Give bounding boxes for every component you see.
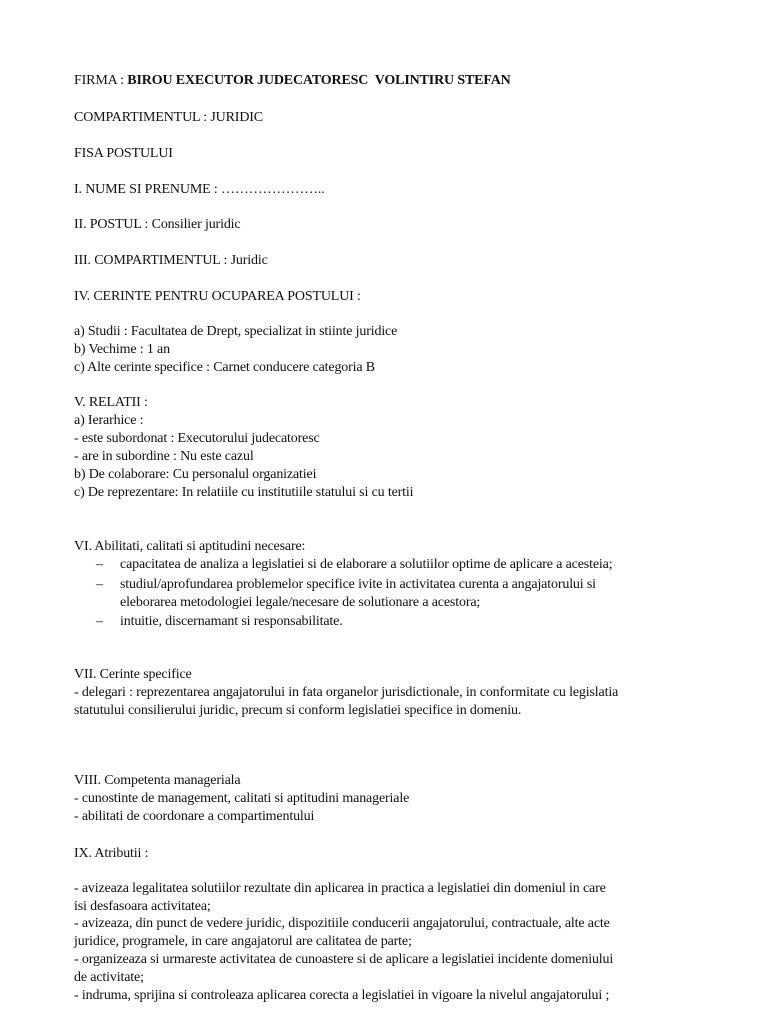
bullet-dash: –: [96, 614, 103, 629]
cerinte-specifice-line: - delegari : reprezentarea angajatorului in fata organelor jurisdictionale, in conformitate cu legislatia: [74, 685, 619, 700]
firma-line: [74, 72, 511, 90]
section-relatii-title: V. RELATII :: [74, 395, 148, 410]
atributii-line: - organizeaza si urmareste activitatea de cunoastere si de aplicare a legislatiei incidente domeniului: [74, 952, 614, 967]
section-atributii-title: IX. Atributii :: [74, 846, 149, 861]
atributii-line: juridice, programele, in care angajatorul are calitatea de parte;: [74, 934, 412, 949]
cerinte-vechime: b) Vechime : 1 an: [74, 342, 170, 357]
firma-name: BIROU EXECUTOR JUDECATORESC VOLINTIRU STEFAN: [127, 73, 511, 88]
relatii-ierarhice: a) Ierarhice :: [74, 413, 144, 428]
relatii-reprezentare: c) De reprezentare: In relatiile cu institutiile statului si cu tertii: [74, 485, 414, 500]
cerinte-studii: a) Studii : Facultatea de Drept, specializat in stiinte juridice: [74, 324, 398, 339]
compartiment-header: COMPARTIMENTUL : JURIDIC: [74, 110, 263, 125]
abilitati-item: intuitie, discernamant si responsabilitate.: [120, 614, 343, 629]
relatii-subordonat: - este subordonat : Executorului judecatoresc: [74, 431, 320, 446]
atributii-line: - avizeaza, din punct de vedere juridic, dispozitiile conducerii angajatorului, contractuale, alte acte: [74, 916, 610, 931]
cerinte-specifice-line: statutului consilierului juridic, precum si conform legislatiei specifice in domeniu.: [74, 703, 522, 718]
section-compartimentul: III. COMPARTIMENTUL : Juridic: [74, 253, 268, 268]
section-nume-prenume: I. NUME SI PRENUME : …………………..: [74, 182, 325, 197]
atributii-line: - indruma, sprijina si controleaza aplicarea corecta a legislatiei in vigoare la nivelul angajatorului ;: [74, 988, 610, 1003]
abilitati-item-cont: eleborarea metodologiei legale/necesare de solutionare a acestora;: [120, 595, 481, 610]
document-title: FISA POSTULUI: [74, 146, 173, 161]
cerinte-alte: c) Alte cerinte specifice : Carnet conducere categoria B: [74, 360, 375, 375]
competenta-line: - cunostinte de management, calitati si aptitudini manageriale: [74, 791, 410, 806]
section-competenta-title: VIII. Competenta manageriala: [74, 773, 241, 788]
firma-label: FIRMA :: [74, 73, 128, 88]
atributii-line: - avizeaza legalitatea solutiilor rezultate din aplicarea in practica a legislatiei din domeniul in care: [74, 881, 606, 896]
atributii-line: isi desfasoara activitatea;: [74, 899, 211, 914]
bullet-dash: –: [96, 577, 103, 592]
relatii-in-subordine: - are in subordine : Nu este cazul: [74, 449, 254, 464]
bullet-dash: –: [96, 557, 103, 572]
section-cerinte-specifice-title: VII. Cerinte specifice: [74, 667, 192, 682]
section-postul: II. POSTUL : Consilier juridic: [74, 217, 241, 232]
abilitati-item: studiul/aprofundarea problemelor specifice ivite in activitatea curenta a angajatorului si: [120, 577, 596, 592]
competenta-line: - abilitati de coordonare a compartimentului: [74, 809, 315, 824]
atributii-line: de activitate;: [74, 970, 144, 985]
abilitati-item: capacitatea de analiza a legislatiei si de elaborare a solutiilor optime de aplicare a acesteia;: [120, 557, 613, 572]
section-cerinte-title: IV. CERINTE PENTRU OCUPAREA POSTULUI :: [74, 289, 361, 304]
section-abilitati-title: VI. Abilitati, calitati si aptitudini necesare:: [74, 539, 306, 554]
relatii-colaborare: b) De colaborare: Cu personalul organizatiei: [74, 467, 317, 482]
